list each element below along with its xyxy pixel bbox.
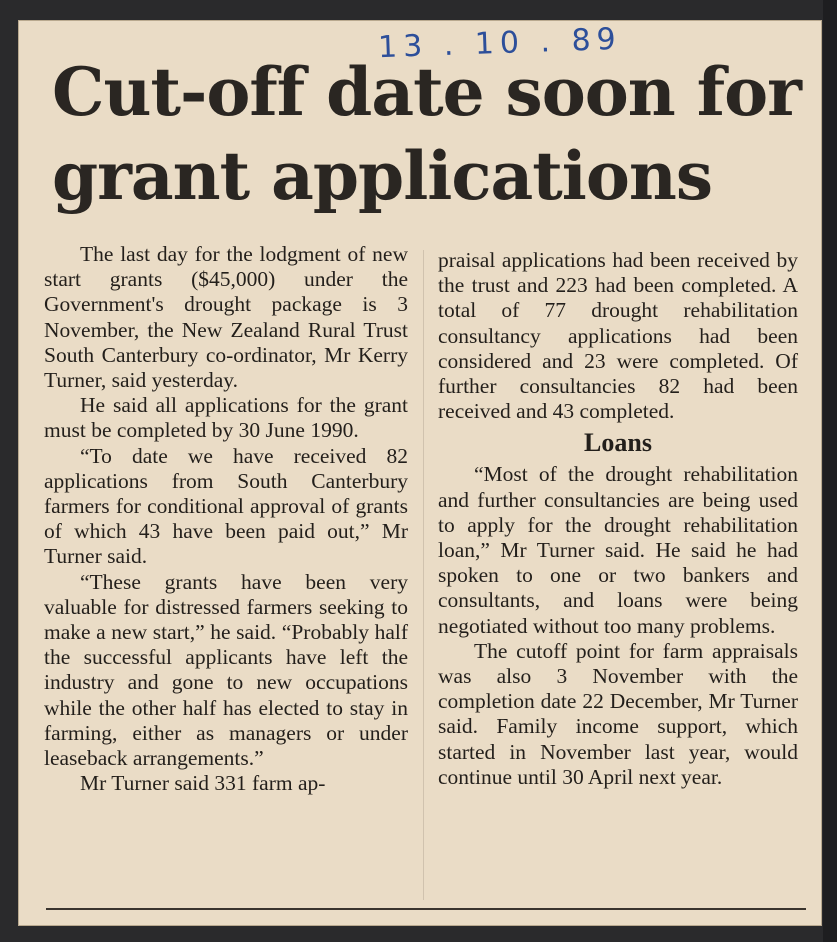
right-column: [438, 248, 798, 790]
paragraph: The last day for the lodgment of new start grants ($45,000) under the Government's drought package is 3 November, the New Zealand Rural Trust South Canterbury co-ordinator, Mr Kerry Turner, said yesterday.: [44, 242, 408, 393]
paragraph: Mr Turner said 331 farm ap-: [80, 771, 326, 796]
paragraph: The cutoff point for farm appraisals was also 3 November with the completion date 22 December, Mr Turner said. Family income support, which started in November last year, would continue until 30 April next year.: [438, 638, 798, 789]
newspaper-clipping: [18, 20, 822, 926]
paragraph: He said all applications for the grant must be completed by 30 June 1990.: [44, 393, 408, 443]
handwritten-date: 13 . 10 . 89: [377, 21, 623, 66]
subheading: Loans: [584, 428, 652, 458]
paragraph: “These grants have been very valuable for distressed farmers seeking to make a new start,” he said. “Probably half the successful applicants have left the industry and gone to new occupations while the other half has elected to stay in farming, either as managers or under leaseback arrangements.”: [44, 569, 408, 771]
bottom-rule: [46, 908, 806, 910]
paragraph: “To date we have received 82 applications from South Canterbury farmers for conditional approval of grants of which 43 have been paid out,” Mr Turner said.: [44, 443, 408, 569]
headline: Cut-off date soon for grant applications: [52, 53, 801, 215]
column-divider: [423, 250, 424, 900]
paragraph: “Most of the drought rehabilitation and further consultancies are being used to apply for the drought rehabilitation loan,” Mr Turner said. He said he had spoken to one or two bankers and consultants, and loans were being negotiated without too many problems.: [438, 462, 798, 638]
scan-background: [823, 0, 837, 942]
paragraph: praisal applications had been received by the trust and 223 had been completed. A total of 77 drought rehabilitation consultancy applications had been considered and 23 were completed. Of further consultancies 82 had been received and 43 completed.: [438, 248, 798, 424]
left-column: [44, 242, 408, 796]
